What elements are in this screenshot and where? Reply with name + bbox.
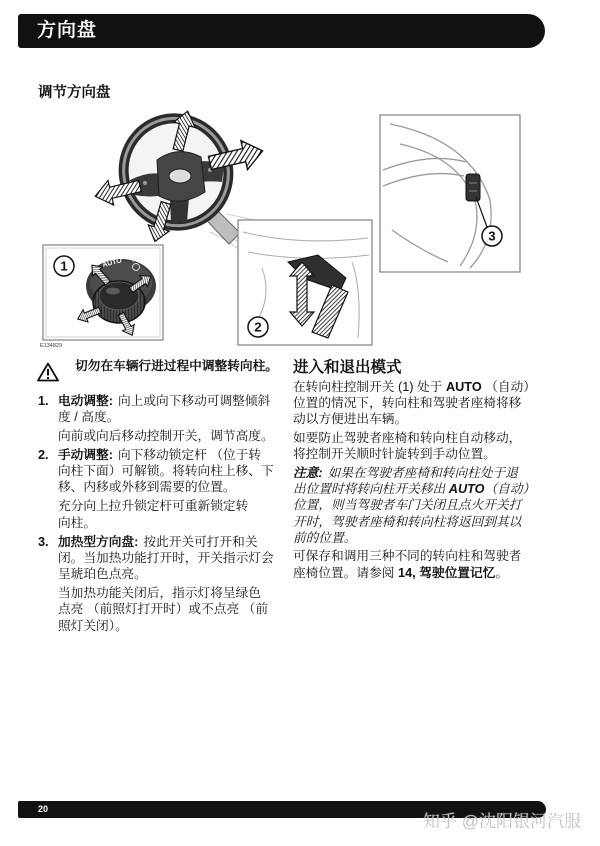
text-line: 将控制开关顺时针旋转到手动位置。 [293, 447, 496, 462]
item-extra-paragraph [58, 498, 283, 531]
item-line [58, 534, 283, 550]
item-line [58, 447, 283, 463]
text-line: 位置，则当驾驶者车门关闭且点火开关打 [293, 498, 522, 513]
item-line: 当加热功能关闭后，指示灯将呈绿色 [58, 586, 261, 601]
item-extra-paragraph [58, 428, 283, 444]
text-segment: 在转向柱控制开关 (1) 处于 [293, 379, 446, 394]
section-title: 调节方向盘 [38, 85, 111, 101]
item-line: 充分向上拉升锁定杆可重新锁定转 [58, 499, 249, 514]
item-number: 2. [38, 447, 49, 462]
text-line: 开时，驾驶者座椅和转向柱将返回到其以 [293, 514, 522, 529]
auto-term: AUTO [448, 482, 485, 497]
callout-1 [54, 256, 74, 276]
brand-logo-badge [169, 169, 191, 183]
text-line [293, 465, 525, 481]
figure-reference-code: E134829 [40, 343, 63, 349]
heated-wheel-switch [466, 174, 480, 201]
item-label: 电动调整: [58, 393, 113, 408]
item-line [58, 393, 283, 409]
item-line: 照灯关闭）。 [58, 618, 128, 633]
item-extra-paragraph [58, 585, 283, 634]
callout-1-label: 1 [60, 258, 68, 274]
item-line: 度 / 高度。 [58, 410, 120, 425]
steering-adjustment-figure [0, 0, 600, 360]
text-line [293, 379, 536, 395]
text-segment: 。 [495, 565, 509, 580]
item-line: 点亮 （前照灯打开时）或不点亮 （前 [58, 602, 269, 617]
text-line: 位置的情况下，转向柱和驾驶者座椅将移 [293, 396, 522, 411]
item-line: 向柱下面）可解锁。将转向柱上移、下 [58, 464, 274, 479]
item-text: 按此开关可打开和关 [143, 534, 258, 549]
item-label: 手动调整: [58, 447, 113, 462]
list-item-electric-adjust [38, 393, 283, 444]
text-segment: （自动） [481, 379, 536, 394]
list-item-heated-wheel [38, 534, 283, 634]
text-segment: 如果在驾驶者座椅和转向柱处于退 [327, 465, 518, 480]
callout-3 [482, 226, 502, 246]
list-item-manual-adjust [38, 447, 283, 531]
item-number: 3. [38, 534, 49, 549]
paragraph-entry-exit-intro [293, 379, 536, 428]
watermark: 知乎 @沈阳银河汽服 [423, 812, 581, 831]
note-label: 注意: [293, 465, 323, 480]
text-line [293, 565, 525, 581]
item-text: 向下移动锁定杆 （位于转 [117, 447, 262, 462]
text-segment: （自动） [484, 482, 536, 497]
text-line: 可保存和调用三种不同的转向柱和驾驶者 [293, 549, 522, 564]
callout-2 [248, 317, 268, 337]
item-line: 向前或向后移动控制开关，调节高度。 [58, 428, 274, 443]
text-line: 前的位置。 [293, 530, 357, 545]
cross-reference: 14, 驾驶位置记忆 [398, 565, 496, 580]
callout-3-label: 3 [488, 228, 496, 244]
entry-exit-text [293, 379, 536, 581]
text-segment: 出位置时将转向柱开关移出 [293, 482, 449, 497]
text-segment: 座椅位置。请参阅 [293, 565, 399, 580]
text-line: 如要防止驾驶者座椅和转向柱自动移动， [293, 430, 522, 445]
item-text: 向上或向下移动可调整倾斜 [117, 393, 271, 408]
item-line: 移、内移或外移到需要的位置。 [58, 480, 236, 495]
paragraph-memory-positions [293, 548, 525, 581]
text-line: 动以方便进出车辆。 [293, 412, 408, 427]
item-number: 1. [38, 393, 49, 408]
page-number: 20 [38, 804, 49, 814]
note-paragraph [293, 465, 536, 546]
adjustment-instructions-list [38, 393, 283, 634]
section-heading-entry-exit: 进入和退出模式 [293, 359, 402, 376]
detail-box-heated-wheel-switch [380, 115, 520, 272]
chapter-header-bar [18, 14, 545, 48]
paragraph-disable-auto-move [293, 430, 525, 463]
auto-term: AUTO [445, 379, 482, 394]
item-label: 加热型方向盘: [58, 534, 139, 549]
callout-2-label: 2 [254, 319, 262, 335]
warning-triangle-icon [37, 362, 59, 382]
text-line [293, 481, 536, 497]
chapter-title: 方向盘 [37, 20, 98, 41]
warning-text: 切勿在车辆行进过程中调整转向柱。 [75, 359, 278, 373]
item-line: 呈琥珀色点亮。 [58, 567, 147, 582]
auto-switch-label: AUTO [101, 257, 123, 269]
item-line: 向柱。 [58, 515, 97, 530]
item-line: 闭。当加热功能打开时，开关指示灯会 [58, 550, 274, 565]
